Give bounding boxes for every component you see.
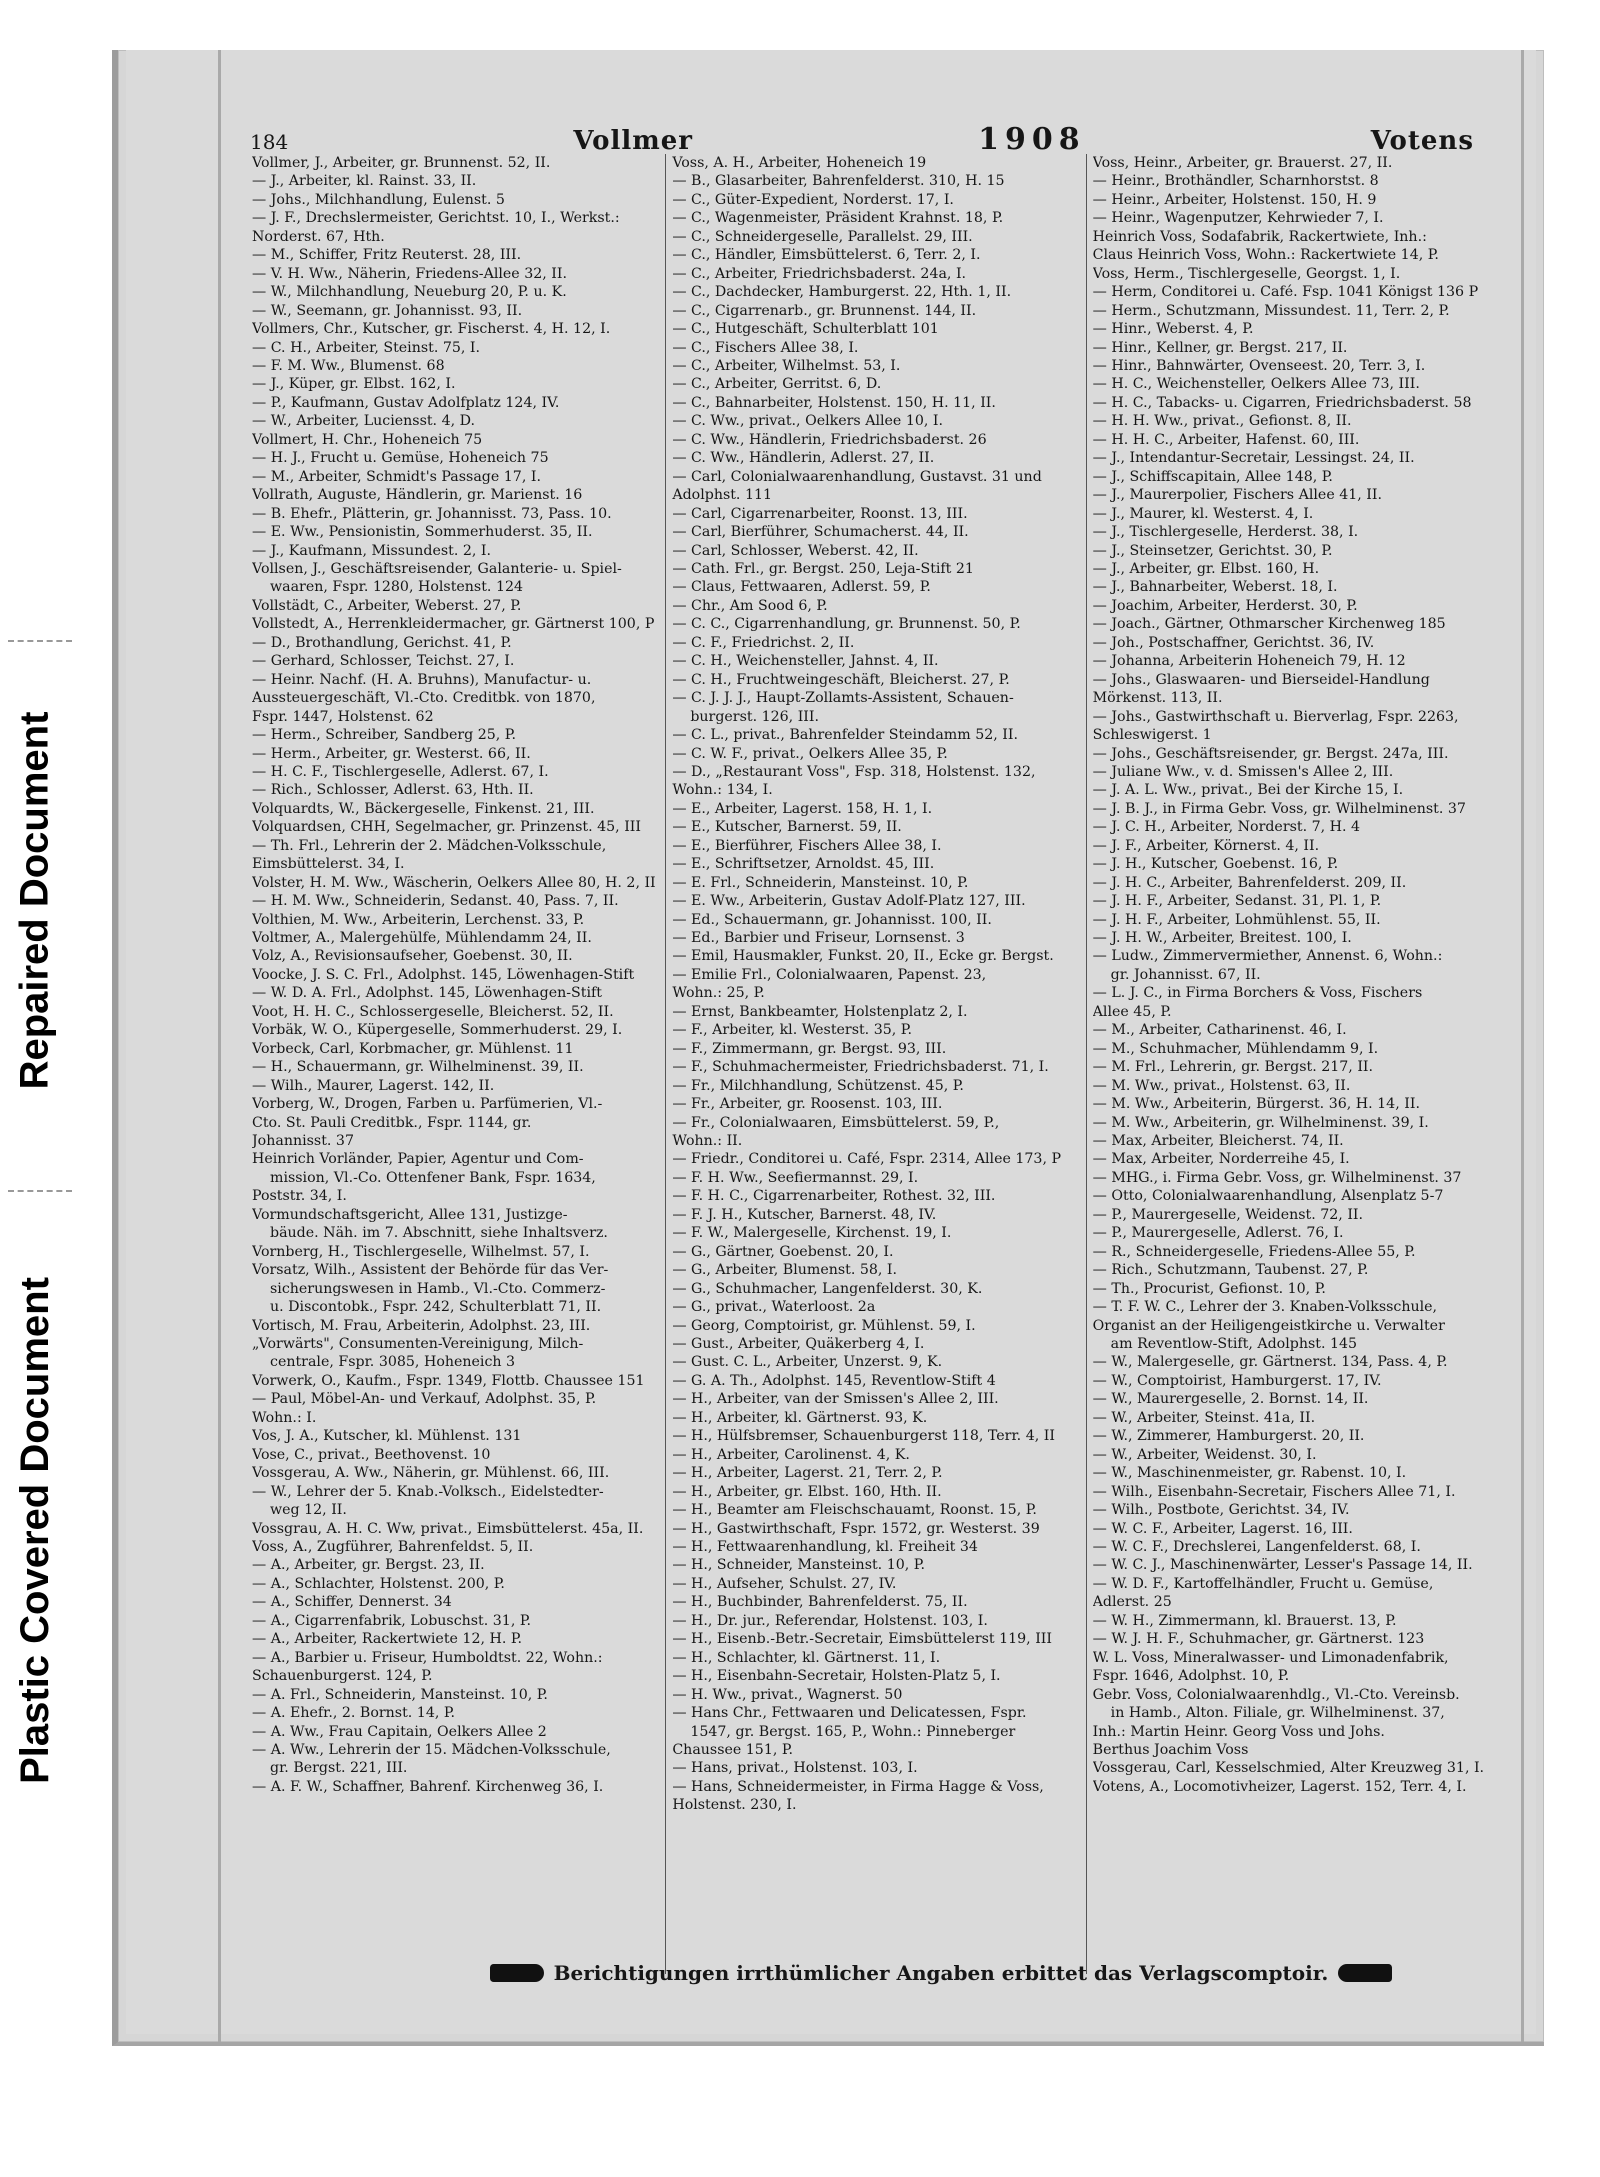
directory-entry: Vollmert, H. Chr., Hoheneich 75 bbox=[252, 431, 483, 448]
directory-entry: — Herm., Schutzmann, Missundest. 11, Terr. 2, P. bbox=[1092, 302, 1450, 319]
directory-entry: — Hinr., Kellner, gr. Bergst. 217, II. bbox=[1092, 339, 1348, 356]
directory-entry: — Ed., Schauermann, gr. Johannisst. 100, II. bbox=[672, 911, 992, 928]
directory-entry: — H., Arbeiter, Lagerst. 21, Terr. 2, P. bbox=[672, 1465, 943, 1482]
directory-column-2 bbox=[665, 154, 1085, 1974]
directory-entry: — H., Dr. jur., Referendar, Holstenst. 103, I. bbox=[672, 1612, 988, 1629]
directory-entry: — H. C., Tabacks- u. Cigarren, Friedrichsbaderst. 58 bbox=[1092, 394, 1472, 411]
directory-entry: Vos, J. A., Kutscher, kl. Mühlenst. 131 bbox=[252, 1428, 522, 1445]
directory-entry: Wohn.: I. bbox=[252, 1409, 317, 1426]
directory-entry: mission, Vl.-Co. Ottenfener Bank, Fspr. 1634, bbox=[270, 1169, 596, 1186]
directory-entry: — F. W., Malergeselle, Kirchenst. 19, I. bbox=[672, 1225, 952, 1242]
directory-entry: — C., Händler, Eimsbüttelerst. 6, Terr. 2, I. bbox=[672, 247, 981, 264]
directory-entry: — W., Comptoirist, Hamburgerst. 17, IV. bbox=[1092, 1372, 1382, 1389]
directory-entry: — Paul, Möbel-An- und Verkauf, Adolphst. 35, P. bbox=[252, 1391, 597, 1408]
directory-entry: — Max, Arbeiter, Norderreihe 45, I. bbox=[1092, 1151, 1350, 1168]
directory-entry: — J., Maurerpolier, Fischers Allee 41, II. bbox=[1092, 487, 1383, 504]
directory-entry: — M. Ww., Arbeiterin, gr. Wilhelminenst. 39, I. bbox=[1092, 1114, 1429, 1131]
directory-entry: — H., Eisenb.-Betr.-Secretair, Eimsbüttelerst 119, III bbox=[672, 1631, 1053, 1648]
directory-entry: — F. M. Ww., Blumenst. 68 bbox=[252, 357, 445, 374]
directory-entry: — P., Maurergeselle, Weidenst. 72, II. bbox=[1092, 1206, 1364, 1223]
directory-entry: — H., Eisenbahn-Secretair, Holsten-Platz 5, I. bbox=[672, 1668, 1001, 1685]
directory-entry: — G., Arbeiter, Blumenst. 58, I. bbox=[672, 1262, 898, 1279]
directory-entry: — H., Schlachter, kl. Gärtnerst. 11, I. bbox=[672, 1649, 941, 1666]
directory-entry: — J. H. C., Arbeiter, Bahrenfelderst. 209, II. bbox=[1092, 874, 1407, 891]
directory-entry: — Johanna, Arbeiterin Hoheneich 79, H. 12 bbox=[1092, 653, 1406, 670]
directory-entry: — Hinr., Bahnwärter, Ovenseest. 20, Terr. 3, I. bbox=[1092, 357, 1426, 374]
directory-entry: — J., Tischlergeselle, Herderst. 38, I. bbox=[1092, 524, 1359, 541]
directory-entry: — H., Beamter am Fleischschauamt, Roonst. 15, P. bbox=[672, 1502, 1037, 1519]
directory-entry: — J. H. F., Arbeiter, Sedanst. 31, Pl. 1, P. bbox=[1092, 893, 1382, 910]
directory-entry: — H., Schauermann, gr. Wilhelminenst. 39, II. bbox=[252, 1059, 584, 1076]
directory-entry: Schauenburgerst. 124, P. bbox=[252, 1668, 433, 1685]
directory-entry: 1547, gr. Bergst. 165, P., Wohn.: Pinneberger bbox=[690, 1723, 1016, 1740]
directory-entry: Wohn.: 25, P. bbox=[672, 985, 765, 1002]
repaired-document-label-text: Repaired Document bbox=[12, 711, 57, 1089]
directory-entry: Vollsen, J., Geschäftsreisender, Galanterie- u. Spiel- bbox=[252, 560, 622, 577]
directory-entry: — C. H., Arbeiter, Steinst. 75, I. bbox=[252, 339, 481, 356]
directory-entry: burgerst. 126, III. bbox=[690, 708, 820, 725]
directory-entry: — J. B. J., in Firma Gebr. Voss, gr. Wilhelminenst. 37 bbox=[1092, 800, 1466, 817]
page-number: 184 bbox=[250, 130, 289, 154]
directory-entry: Johannisst. 37 bbox=[252, 1133, 354, 1150]
directory-entry: Vossgerau, Carl, Kesselschmied, Alter Kreuzweg 31, I. bbox=[1092, 1760, 1485, 1777]
directory-entry: — Rich., Schlosser, Adlerst. 63, Hth. II. bbox=[252, 782, 534, 799]
page-edge-line bbox=[1521, 50, 1524, 2042]
directory-entry: — J., Bahnarbeiter, Weberst. 18, I. bbox=[1092, 579, 1338, 596]
directory-entry: Vollstädt, C., Arbeiter, Weberst. 27, P. bbox=[252, 597, 522, 614]
directory-entry: — J. H. F., Arbeiter, Lohmühlenst. 55, II. bbox=[1092, 911, 1381, 928]
directory-entry: — P., Kaufmann, Gustav Adolfplatz 124, IV. bbox=[252, 394, 560, 411]
directory-entry: Voss, A., Zugführer, Bahrenfeldst. 5, II. bbox=[252, 1538, 534, 1555]
directory-entry: Volquardts, W., Bäckergeselle, Finkenst. 21, III. bbox=[252, 800, 595, 817]
directory-entry: Vorwerk, O., Kaufm., Fspr. 1349, Flottb. Chaussee 151 bbox=[252, 1372, 645, 1389]
directory-entry: — Emil, Hausmakler, Funkst. 20, II., Ecke gr. Bergst. bbox=[672, 948, 1054, 965]
directory-entry: — W., Maschinenmeister, gr. Rabenst. 10, I. bbox=[1092, 1465, 1407, 1482]
directory-entry: Wohn.: 134, I. bbox=[672, 782, 773, 799]
directory-entry: — M., Arbeiter, Schmidt's Passage 17, I. bbox=[252, 468, 541, 485]
directory-entry: — C. H., Fruchtweingeschäft, Bleicherst. 27, P. bbox=[672, 671, 1010, 688]
directory-column-3 bbox=[1086, 154, 1506, 1974]
directory-entry: — C. Ww., Händlerin, Friedrichsbaderst. 26 bbox=[672, 431, 987, 448]
side-divider bbox=[8, 1190, 72, 1192]
directory-entry: Poststr. 34, I. bbox=[252, 1188, 347, 1205]
directory-entry: weg 12, II. bbox=[270, 1502, 347, 1519]
directory-entry: — J., Arbeiter, gr. Elbst. 160, H. bbox=[1092, 560, 1320, 577]
directory-entry: sicherungswesen in Hamb., Vl.-Cto. Commerz- bbox=[270, 1280, 606, 1297]
directory-entry: — W., Seemann, gr. Johannisst. 93, II. bbox=[252, 302, 523, 319]
directory-entry: — H., Schneider, Mansteinst. 10, P. bbox=[672, 1557, 925, 1574]
directory-entry: — H. M. Ww., Schneiderin, Sedanst. 40, Pass. 7, II. bbox=[252, 893, 619, 910]
directory-entry: — W., Lehrer der 5. Knab.-Volksch., Eidelstedter- bbox=[252, 1483, 604, 1500]
directory-entry: — H. C. F., Tischlergeselle, Adlerst. 67, I. bbox=[252, 763, 549, 780]
directory-entry: Vorberg, W., Drogen, Farben u. Parfümerien, Vl.- bbox=[252, 1096, 603, 1113]
directory-entry: — E., Kutscher, Barnerst. 59, II. bbox=[672, 819, 902, 836]
directory-entry: — W. J. H. F., Schuhmacher, gr. Gärtnerst. 123 bbox=[1092, 1631, 1425, 1648]
directory-entry: Heinrich Voss, Sodafabrik, Rackertwiete, Inh.: bbox=[1092, 228, 1427, 245]
directory-entry: — C., Dachdecker, Hamburgerst. 22, Hth. 1, II. bbox=[672, 284, 1012, 301]
directory-entry: — C. Ww., Händlerin, Adlerst. 27, II. bbox=[672, 450, 935, 467]
directory-entry: — C. C., Cigarrenhandlung, gr. Brunnenst. 50, P. bbox=[672, 616, 1021, 633]
directory-entry: — J. C. H., Arbeiter, Norderst. 7, H. 4 bbox=[1092, 819, 1361, 836]
directory-entry: — Fr., Milchhandlung, Schützenst. 45, P. bbox=[672, 1077, 964, 1094]
directory-entry: — Heinr., Brothändler, Scharnhorstst. 8 bbox=[1092, 173, 1379, 190]
directory-entry: — Joachim, Arbeiter, Herderst. 30, P. bbox=[1092, 597, 1358, 614]
directory-entry: Voss, Herm., Tischlergeselle, Georgst. 1, I. bbox=[1092, 265, 1401, 282]
directory-entry: — H., Aufseher, Schulst. 27, IV. bbox=[672, 1575, 897, 1592]
directory-entry: Volz, A., Revisionsaufseher, Goebenst. 30, II. bbox=[252, 948, 573, 965]
directory-entry: — A., Arbeiter, Rackertwiete 12, H. P. bbox=[252, 1631, 523, 1648]
directory-entry: am Reventlow-Stift, Adolphst. 145 bbox=[1110, 1336, 1358, 1352]
directory-entry: — Gust. C. L., Arbeiter, Unzerst. 9, K. bbox=[672, 1354, 943, 1371]
directory-entry: — A. Ehefr., 2. Bornst. 14, P. bbox=[252, 1705, 456, 1722]
directory-entry: Norderst. 67, Hth. bbox=[252, 228, 385, 245]
directory-entry: — A. Ww., Frau Capitain, Oelkers Allee 2 bbox=[252, 1723, 547, 1740]
directory-entry: Cto. St. Pauli Creditbk., Fspr. 1144, gr. bbox=[252, 1114, 532, 1131]
directory-entry: — J. F., Arbeiter, Körnerst. 4, II. bbox=[1092, 837, 1320, 854]
directory-entry: Chaussee 151, P. bbox=[672, 1741, 794, 1758]
directory-entry: — J., Schiffscapitain, Allee 148, P. bbox=[1092, 468, 1333, 485]
directory-entry: Adlerst. 25 bbox=[1092, 1594, 1172, 1611]
directory-entry: — H., Arbeiter, kl. Gärtnerst. 93, K. bbox=[672, 1409, 928, 1426]
directory-entry: — Johs., Geschäftsreisender, gr. Bergst. 247a, III. bbox=[1092, 745, 1449, 762]
directory-entry: — M. Ww., Arbeiterin, Bürgerst. 36, H. 14, II. bbox=[1092, 1096, 1420, 1113]
directory-entry: — W., Milchhandlung, Neueburg 20, P. u. K. bbox=[252, 284, 567, 301]
directory-entry: — Johs., Glaswaaren- und Bierseidel-Handlung bbox=[1092, 671, 1430, 688]
directory-entry: Eimsbüttelerst. 34, I. bbox=[252, 856, 405, 873]
directory-entry: Vorbeck, Carl, Korbmacher, gr. Mühlenst. 11 bbox=[252, 1040, 574, 1057]
repaired-document-label bbox=[0, 620, 70, 1180]
directory-entry: — C. Ww., privat., Oelkers Allee 10, I. bbox=[672, 413, 944, 430]
directory-entry: — Hans Chr., Fettwaaren und Delicatessen, Fspr. bbox=[672, 1705, 1027, 1722]
scanned-page bbox=[112, 50, 1544, 2046]
directory-entry: — Otto, Colonialwaarenhandlung, Alsenplatz 5-7 bbox=[1092, 1188, 1444, 1205]
directory-entry: — H., Arbeiter, van der Smissen's Allee 2, III. bbox=[672, 1391, 999, 1408]
directory-entry: — G., Gärtner, Goebenst. 20, I. bbox=[672, 1243, 894, 1260]
directory-entry: Vollstedt, A., Herrenkleidermacher, gr. Gärtnerst 100, P bbox=[252, 616, 655, 633]
directory-entry: — M., Schiffer, Fritz Reuterst. 28, III. bbox=[252, 247, 522, 264]
directory-entry: — H. Ww., privat., Wagnerst. 50 bbox=[672, 1686, 903, 1703]
header-year: 1908 bbox=[978, 122, 1086, 157]
directory-entry: — A., Schlachter, Holstenst. 200, P. bbox=[252, 1575, 505, 1592]
directory-entry: Vorbäk, W. O., Küpergeselle, Sommerhuderst. 29, I. bbox=[252, 1022, 623, 1039]
directory-entry: — M. Frl., Lehrerin, gr. Bergst. 217, II. bbox=[1092, 1059, 1374, 1076]
directory-entry: Vossgrau, A. H. C. Ww, privat., Eimsbüttelerst. 45a, II. bbox=[252, 1520, 644, 1537]
directory-entry: — Gust., Arbeiter, Quäkerberg 4, I. bbox=[672, 1336, 925, 1352]
directory-entry: — Joh., Postschaffner, Gerichtst. 36, IV. bbox=[1092, 634, 1375, 651]
directory-entry: — F., Schuhmachermeister, Friedrichsbaderst. 71, I. bbox=[672, 1059, 1049, 1076]
directory-entry: — A., Barbier u. Friseur, Humboldtst. 22, Wohn.: bbox=[252, 1649, 603, 1666]
directory-entry: — Heinr., Arbeiter, Holstenst. 150, H. 9 bbox=[1092, 191, 1377, 208]
directory-entry: u. Discontobk., Fspr. 242, Schulterblatt 71, II. bbox=[270, 1299, 602, 1316]
directory-entry: — J., Maurer, kl. Westerst. 4, I. bbox=[1092, 505, 1314, 522]
directory-entry: Allee 45, P. bbox=[1092, 1003, 1172, 1020]
page-footer bbox=[458, 1958, 1424, 1988]
directory-entry: Mörkenst. 113, II. bbox=[1092, 690, 1223, 707]
directory-entry: Voltmer, A., Malergehülfe, Mühlendamm 24, II. bbox=[252, 930, 592, 947]
directory-entry: — L. J. C., in Firma Borchers & Voss, Fischers bbox=[1092, 985, 1423, 1002]
directory-entry: — W. D. A. Frl., Adolphst. 145, Löwenhagen-Stift bbox=[252, 985, 602, 1002]
directory-entry: Vollmers, Chr., Kutscher, gr. Fischerst. 4, H. 12, I. bbox=[252, 321, 611, 338]
directory-entry: — W., Maurergeselle, 2. Bornst. 14, II. bbox=[1092, 1391, 1369, 1408]
directory-entry: Adolphst. 111 bbox=[672, 487, 773, 504]
directory-entry: — C. F., Friedrichst. 2, II. bbox=[672, 634, 855, 651]
directory-entry: — A. F. W., Schaffner, Bahrenf. Kirchenweg 36, I. bbox=[252, 1778, 604, 1795]
directory-entry: — Carl, Bierführer, Schumacherst. 44, II. bbox=[672, 524, 969, 541]
directory-entry: — C., Arbeiter, Wilhelmst. 53, I. bbox=[672, 357, 901, 374]
directory-entry: — W., Zimmerer, Hamburgerst. 20, II. bbox=[1092, 1428, 1365, 1445]
directory-entry: — H., Fettwaarenhandlung, kl. Freiheit 34 bbox=[672, 1538, 978, 1555]
directory-entry: — Chr., Am Sood 6, P. bbox=[672, 597, 828, 614]
directory-entry: — P., Maurergeselle, Adlerst. 76, I. bbox=[1092, 1225, 1344, 1242]
directory-entry: Gebr. Voss, Colonialwaarenhdlg., Vl.-Cto. Vereinsb. bbox=[1092, 1686, 1460, 1703]
directory-entry: — H., Arbeiter, gr. Elbst. 160, Hth. II. bbox=[672, 1483, 942, 1500]
directory-entry: Berthus Joachim Voss bbox=[1092, 1741, 1249, 1758]
directory-entry: — Claus, Fettwaaren, Adlerst. 59, P. bbox=[672, 579, 931, 596]
header-right-word: Votens bbox=[1370, 126, 1474, 156]
directory-entry: — Hans, privat., Holstenst. 103, I. bbox=[672, 1760, 918, 1777]
directory-entry: — Carl, Schlosser, Weberst. 42, II. bbox=[672, 542, 919, 559]
directory-entry: — H., Buchbinder, Bahrenfelderst. 75, II. bbox=[672, 1594, 968, 1611]
directory-entry: — G., privat., Waterloost. 2a bbox=[672, 1299, 876, 1316]
directory-entry: — T. F. W. C., Lehrer der 3. Knaben-Volksschule, bbox=[1092, 1299, 1438, 1316]
directory-column-1 bbox=[246, 154, 665, 1974]
directory-entry: W. L. Voss, Mineralwasser- und Limonadenfabrik, bbox=[1092, 1649, 1449, 1666]
directory-entry: — C., Hutgeschäft, Schulterblatt 101 bbox=[672, 321, 939, 338]
directory-entry: — Th. Frl., Lehrerin der 2. Mädchen-Volksschule, bbox=[252, 837, 607, 854]
directory-entry: — A., Cigarrenfabrik, Lobuschst. 31, P. bbox=[252, 1612, 532, 1629]
directory-entry: bäude. Näh. im 7. Abschnitt, siehe Inhaltsverz. bbox=[270, 1225, 608, 1242]
directory-entry: Aussteuergeschäft, Vl.-Cto. Creditbk. von 1870, bbox=[252, 690, 596, 707]
directory-entry: — J., Intendantur-Secretair, Lessingst. 24, II. bbox=[1092, 450, 1415, 467]
directory-entry: — W. D. F., Kartoffelhändler, Frucht u. Gemüse, bbox=[1092, 1575, 1434, 1592]
pointing-hand-icon bbox=[1338, 1964, 1392, 1982]
directory-entry: — F. H. Ww., Seefiermannst. 29, I. bbox=[672, 1169, 919, 1186]
directory-entry: — M., Arbeiter, Catharinenst. 46, I. bbox=[1092, 1022, 1347, 1039]
directory-entry: — Johs., Gastwirthschaft u. Bierverlag, Fspr. 2263, bbox=[1092, 708, 1459, 725]
directory-entry: gr. Bergst. 221, III. bbox=[270, 1760, 408, 1777]
directory-entry: — Herm., Arbeiter, gr. Westerst. 66, II. bbox=[252, 745, 531, 762]
directory-entry: — Cath. Frl., gr. Bergst. 250, Leja-Stift 21 bbox=[672, 560, 974, 577]
directory-entry: — Ludw., Zimmervermiether, Annenst. 6, Wohn.: bbox=[1092, 948, 1443, 965]
directory-entry: Votens, A., Locomotivheizer, Lagerst. 152, Terr. 4, I. bbox=[1092, 1778, 1467, 1795]
directory-entry: — G., Schuhmacher, Langenfelderst. 30, K. bbox=[672, 1280, 983, 1297]
directory-entry: — C., Cigarrenarb., gr. Brunnenst. 144, II. bbox=[672, 302, 977, 319]
directory-entry: — W. H., Zimmermann, kl. Brauerst. 13, P. bbox=[1092, 1612, 1397, 1629]
pointing-hand-icon bbox=[490, 1964, 544, 1982]
directory-entry: — Wilh., Postbote, Gerichtst. 34, IV. bbox=[1092, 1502, 1350, 1519]
directory-entry: — A. Frl., Schneiderin, Mansteinst. 10, P. bbox=[252, 1686, 548, 1703]
directory-entry: — F., Arbeiter, kl. Westerst. 35, P. bbox=[672, 1022, 912, 1039]
directory-entry: — V. H. Ww., Näherin, Friedens-Allee 32, II. bbox=[252, 265, 567, 282]
directory-entry: — Rich., Schutzmann, Taubenst. 27, P. bbox=[1092, 1262, 1369, 1279]
directory-entry: — Wilh., Maurer, Lagerst. 142, II. bbox=[252, 1077, 495, 1094]
directory-entry: — C., Bahnarbeiter, Holstenst. 150, H. 11, II. bbox=[672, 394, 996, 411]
directory-entry: — E., Bierführer, Fischers Allee 38, I. bbox=[672, 837, 942, 854]
directory-entry: — E., Arbeiter, Lagerst. 158, H. 1, I. bbox=[672, 800, 933, 817]
side-divider bbox=[8, 640, 72, 642]
directory-entry: — J., Küper, gr. Elbst. 162, I. bbox=[252, 376, 456, 393]
directory-entry: Inh.: Martin Heinr. Georg Voss und Johs. bbox=[1092, 1723, 1385, 1740]
directory-entry: — Herm., Schreiber, Sandberg 25, P. bbox=[252, 727, 516, 744]
directory-entry: — A., Schiffer, Dennerst. 34 bbox=[252, 1594, 452, 1611]
directory-entry: centrale, Fspr. 3085, Hoheneich 3 bbox=[270, 1354, 516, 1371]
directory-entry: — Herm, Conditorei u. Café. Fsp. 1041 Königst 136 P bbox=[1092, 284, 1479, 301]
directory-entry: Vollrath, Auguste, Händlerin, gr. Marienst. 16 bbox=[252, 487, 583, 504]
directory-entry: — Gerhard, Schlosser, Teichst. 27, I. bbox=[252, 653, 515, 670]
directory-entry: — J., Arbeiter, kl. Rainst. 33, II. bbox=[252, 173, 477, 190]
directory-entry: Voss, Heinr., Arbeiter, gr. Brauerst. 27, II. bbox=[1092, 155, 1393, 171]
directory-entry: — M. Ww., privat., Holstenst. 63, II. bbox=[1092, 1077, 1351, 1094]
directory-entry: — J. H. W., Arbeiter, Breitest. 100, I. bbox=[1092, 930, 1352, 947]
directory-entry: — C., Fischers Allee 38, I. bbox=[672, 339, 859, 356]
directory-entry: Vossgerau, A. Ww., Näherin, gr. Mühlenst. 66, III. bbox=[252, 1465, 610, 1482]
directory-entry: — W., Arbeiter, Weidenst. 30, I. bbox=[1092, 1446, 1317, 1463]
directory-entry: — M., Schuhmacher, Mühlendamm 9, I. bbox=[1092, 1040, 1379, 1057]
directory-entry: — Hans, Schneidermeister, in Firma Hagge & Voss, bbox=[672, 1778, 1044, 1795]
directory-entry: Vose, C., privat., Beethovenst. 10 bbox=[252, 1446, 491, 1463]
directory-entry: — C., Schneidergeselle, Parallelst. 29, III. bbox=[672, 228, 973, 245]
directory-entry: — H., Gastwirthschaft, Fspr. 1572, gr. Westerst. 39 bbox=[672, 1520, 1040, 1537]
directory-entry: „Vorwärts", Consumenten-Vereinigung, Milch- bbox=[252, 1336, 584, 1352]
directory-entry: Schleswigerst. 1 bbox=[1092, 727, 1212, 744]
directory-entry: — Carl, Cigarrenarbeiter, Roonst. 13, III. bbox=[672, 505, 968, 522]
directory-entry: — H., Arbeiter, Carolinenst. 4, K. bbox=[672, 1446, 910, 1463]
directory-entry: — Johs., Milchhandlung, Eulenst. 5 bbox=[252, 191, 505, 208]
directory-entry: — E. Ww., Pensionistin, Sommerhuderst. 35, II. bbox=[252, 524, 593, 541]
directory-entry: — W., Malergeselle, gr. Gärtnerst. 134, Pass. 4, P. bbox=[1092, 1354, 1448, 1371]
directory-entry: — B. Ehefr., Plätterin, gr. Johannisst. 73, Pass. 10. bbox=[252, 505, 612, 522]
directory-entry: Fspr. 1646, Adolphst. 10, P. bbox=[1092, 1668, 1290, 1685]
directory-entry: — C. W. F., privat., Oelkers Allee 35, P. bbox=[672, 745, 948, 762]
directory-entry: Holstenst. 230, I. bbox=[672, 1797, 797, 1814]
directory-entry: — Carl, Colonialwaarenhandlung, Gustavst. 31 und bbox=[672, 468, 1042, 485]
directory-entry: — J., Kaufmann, Missundest. 2, I. bbox=[252, 542, 492, 559]
directory-entry: — H. H. Ww., privat., Gefionst. 8, II. bbox=[1092, 413, 1352, 430]
directory-entry: in Hamb., Alton. Filiale, gr. Wilhelminenst. 37, bbox=[1110, 1705, 1445, 1722]
directory-entry: — J., Steinsetzer, Gerichtst. 30, P. bbox=[1092, 542, 1333, 559]
directory-entry: — E. Frl., Schneiderin, Mansteinst. 10, P. bbox=[672, 874, 969, 891]
directory-entry: — W. C. F., Drechslerei, Langenfelderst. 68, I. bbox=[1092, 1538, 1421, 1555]
directory-entry: — W. C. J., Maschinenwärter, Lesser's Passage 14, II. bbox=[1092, 1557, 1473, 1574]
directory-entry: Voot, H. H. C., Schlossergeselle, Bleicherst. 52, II. bbox=[252, 1003, 614, 1020]
directory-entry: — Juliane Ww., v. d. Smissen's Allee 2, III. bbox=[1092, 763, 1394, 780]
directory-entry: — C., Arbeiter, Gerritst. 6, D. bbox=[672, 376, 882, 393]
directory-entry: — J. F., Drechslermeister, Gerichtst. 10, I., Werkst.: bbox=[252, 210, 620, 227]
directory-entry: — D., Brothandlung, Gerichst. 41, P. bbox=[252, 634, 512, 651]
directory-entry: — C., Arbeiter, Friedrichsbaderst. 24a, I. bbox=[672, 265, 967, 282]
directory-entry: — R., Schneidergeselle, Friedens-Allee 55, P. bbox=[1092, 1243, 1416, 1260]
directory-entry: — F., Zimmermann, gr. Bergst. 93, III. bbox=[672, 1040, 947, 1057]
directory-entry: — C. H., Weichensteller, Jahnst. 4, II. bbox=[672, 653, 939, 670]
directory-entry: Voocke, J. S. C. Frl., Adolphst. 145, Löwenhagen-Stift bbox=[252, 966, 635, 983]
directory-entry: Volster, H. M. Ww., Wäscherin, Oelkers Allee 80, H. 2, II bbox=[252, 874, 656, 891]
directory-entry: gr. Johannisst. 67, II. bbox=[1110, 966, 1261, 983]
directory-entry: — C., Wagenmeister, Präsident Krahnst. 18, P. bbox=[672, 210, 1004, 227]
directory-entry: — F. H. C., Cigarrenarbeiter, Rothest. 32, III. bbox=[672, 1188, 996, 1205]
directory-entry: — C., Güter-Expedient, Norderst. 17, I. bbox=[672, 191, 954, 208]
directory-entry: — A. Ww., Lehrerin der 15. Mädchen-Volksschule, bbox=[252, 1741, 611, 1758]
directory-entry: waaren, Fspr. 1280, Holstenst. 124 bbox=[270, 579, 524, 596]
directory-entry: — J. H., Kutscher, Goebenst. 16, P. bbox=[1092, 856, 1339, 873]
directory-entry: — C. L., privat., Bahrenfelder Steindamm 52, II. bbox=[672, 727, 1018, 744]
directory-entry: Vormundschaftsgericht, Allee 131, Justizge- bbox=[252, 1206, 568, 1223]
directory-entry: — Fr., Colonialwaaren, Eimsbüttelerst. 59, P., bbox=[672, 1114, 1000, 1131]
directory-entry: — Ernst, Bankbeamter, Holstenplatz 2, I. bbox=[672, 1003, 968, 1020]
directory-entry: — W., Arbeiter, Luciensst. 4, D. bbox=[252, 413, 475, 430]
directory-entry: Vorsatz, Wilh., Assistent der Behörde für das Ver- bbox=[252, 1262, 609, 1279]
directory-entry: — H. J., Frucht u. Gemüse, Hoheneich 75 bbox=[252, 450, 549, 467]
directory-entry: — Heinr., Wagenputzer, Kehrwieder 7, I. bbox=[1092, 210, 1384, 227]
directory-entry: Fspr. 1447, Holstenst. 62 bbox=[252, 708, 434, 725]
directory-entry: — E., Schriftsetzer, Arnoldst. 45, III. bbox=[672, 856, 935, 873]
directory-entry: — W. C. F., Arbeiter, Lagerst. 16, III. bbox=[1092, 1520, 1353, 1537]
directory-entry: Claus Heinrich Voss, Wohn.: Rackertwiete 14, P. bbox=[1092, 247, 1439, 264]
directory-entry: Voss, A. H., Arbeiter, Hoheneich 19 bbox=[672, 155, 927, 171]
directory-entry: — W., Arbeiter, Steinst. 41a, II. bbox=[1092, 1409, 1316, 1426]
directory-entry: — F. J. H., Kutscher, Barnerst. 48, IV. bbox=[672, 1206, 937, 1223]
directory-entry: — Ed., Barbier und Friseur, Lornsenst. 3 bbox=[672, 930, 965, 947]
directory-entry: — Hinr., Weberst. 4, P. bbox=[1092, 321, 1254, 338]
directory-entry: Wohn.: II. bbox=[672, 1133, 743, 1150]
directory-entry: Vornberg, H., Tischlergeselle, Wilhelmst. 57, I. bbox=[252, 1243, 590, 1260]
directory-entry: — A., Arbeiter, gr. Bergst. 23, II. bbox=[252, 1557, 485, 1574]
directory-entry: Heinrich Vorländer, Papier, Agentur und Com- bbox=[252, 1151, 584, 1168]
directory-entry: — C. J. J. J., Haupt-Zollamts-Assistent, Schauen- bbox=[672, 690, 1014, 707]
directory-entry: — MHG., i. Firma Gebr. Voss, gr. Wilhelminenst. 37 bbox=[1092, 1169, 1462, 1186]
directory-entry: — Emilie Frl., Colonialwaaren, Papenst. 23, bbox=[672, 966, 987, 983]
directory-entry: — Heinr. Nachf. (H. A. Bruhns), Manufactur- u. bbox=[252, 671, 592, 688]
directory-entry: — H., Hülfsbremser, Schauenburgerst 118, Terr. 4, II bbox=[672, 1428, 1055, 1445]
directory-entry: Organist an der Heiligengeistkirche u. Verwalter bbox=[1092, 1317, 1445, 1334]
directory-entry: — Georg, Comptoirist, gr. Mühlenst. 59, I. bbox=[672, 1317, 976, 1334]
page-edge-line bbox=[218, 50, 221, 2042]
plastic-covered-document-label-text: Plastic Covered Document bbox=[12, 1276, 57, 1784]
directory-entry: — D., „Restaurant Voss", Fsp. 318, Holstenst. 132, bbox=[672, 763, 1036, 780]
header-left-word: Vollmer bbox=[573, 126, 693, 156]
directory-columns bbox=[246, 154, 1506, 1974]
directory-entry: Vortisch, M. Frau, Arbeiterin, Adolphst. 23, III. bbox=[252, 1317, 591, 1334]
directory-entry: Volquardsen, CHH, Segelmacher, gr. Prinzenst. 45, III bbox=[252, 819, 642, 836]
directory-entry: — E. Ww., Arbeiterin, Gustav Adolf-Platz 127, III. bbox=[672, 893, 1026, 910]
directory-entry: Volthien, M. Ww., Arbeiterin, Lerchenst. 33, P. bbox=[252, 911, 585, 928]
directory-entry: — H. C., Weichensteller, Oelkers Allee 73, III. bbox=[1092, 376, 1420, 393]
directory-entry: — Th., Procurist, Gefionst. 10, P. bbox=[1092, 1280, 1326, 1297]
directory-entry: — B., Glasarbeiter, Bahrenfelderst. 310, H. 15 bbox=[672, 173, 1005, 190]
directory-entry: — Wilh., Eisenbahn-Secretair, Fischers Allee 71, I. bbox=[1092, 1483, 1456, 1500]
directory-entry: — G. A. Th., Adolphst. 145, Reventlow-Stift 4 bbox=[672, 1372, 996, 1389]
footer-notice: Berichtigungen irrthümlicher Angaben erbittet das Verlagscomptoir. bbox=[553, 1961, 1329, 1985]
directory-entry: — Joach., Gärtner, Othmarscher Kirchenweg 185 bbox=[1092, 616, 1446, 633]
directory-entry: — J. A. L. Ww., privat., Bei der Kirche 15, I. bbox=[1092, 782, 1404, 799]
directory-entry: — Friedr., Conditorei u. Café, Fspr. 2314, Allee 173, P bbox=[672, 1151, 1062, 1168]
directory-entry: — H. H. C., Arbeiter, Hafenst. 60, III. bbox=[1092, 431, 1360, 448]
directory-entry: Vollmer, J., Arbeiter, gr. Brunnenst. 52, II. bbox=[252, 155, 551, 171]
plastic-covered-document-label bbox=[0, 1250, 70, 1810]
directory-entry: — Fr., Arbeiter, gr. Roosenst. 103, III. bbox=[672, 1096, 943, 1113]
directory-entry: — Max, Arbeiter, Bleicherst. 74, II. bbox=[1092, 1133, 1344, 1150]
